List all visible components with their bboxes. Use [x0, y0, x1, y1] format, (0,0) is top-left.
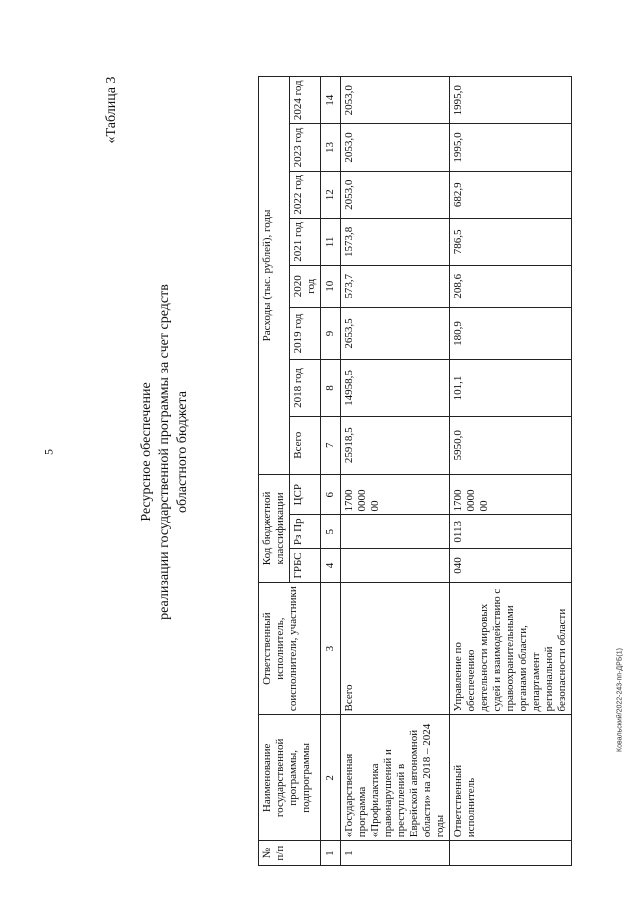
- col-number: 6: [321, 474, 341, 514]
- row-value-2019: 2653,5: [341, 307, 450, 360]
- table-row: [341, 77, 450, 866]
- header-csr: ЦСР: [290, 474, 321, 514]
- col-number: 3: [321, 582, 341, 715]
- header-year-2023: 2023 год: [290, 124, 321, 171]
- table-row: [450, 77, 572, 866]
- document-heading: [138, 72, 192, 832]
- row-rzpr: [341, 515, 450, 549]
- header-program-name: Наименование государственной программы, подпрограммы: [259, 715, 321, 841]
- row-program-name: «Государственная программа «Профилактика правонарушений и преступлений в Еврейской автономной области» на 2018 – 2024 годы: [341, 715, 450, 841]
- row-value-2022: 682,9: [450, 171, 572, 218]
- col-number: 11: [321, 218, 341, 265]
- col-number: 8: [321, 360, 341, 416]
- col-number: 2: [321, 715, 341, 841]
- row-value-2018: 14958,5: [341, 360, 450, 416]
- row-value-2023: 1995,0: [450, 124, 572, 171]
- row-value-2020: 573,7: [341, 266, 450, 308]
- row-value-2019: 180,9: [450, 307, 572, 360]
- row-csr: 1700 0000 00: [450, 474, 572, 514]
- row-grbs: 040: [450, 549, 572, 583]
- header-total: Всего: [290, 416, 321, 474]
- row-total: 5950,0: [450, 416, 572, 474]
- col-number: 13: [321, 124, 341, 171]
- table-caption: «Таблица 3: [104, 76, 119, 144]
- header-year-2024: 2024 год: [290, 77, 321, 124]
- row-number: 1: [341, 841, 450, 866]
- header-year-2021: 2021 год: [290, 218, 321, 265]
- header-grbs: ГРБС: [290, 549, 321, 583]
- page-number: 5: [41, 449, 56, 455]
- heading-line-3: областного бюджета: [175, 391, 190, 513]
- row-value-2024: 2053,0: [341, 77, 450, 124]
- resource-table: [258, 76, 572, 866]
- row-value-2023: 2053,0: [341, 124, 450, 171]
- row-value-2018: 101,1: [450, 360, 572, 416]
- row-csr: 1700 0000 00: [341, 474, 450, 514]
- col-number: 7: [321, 416, 341, 474]
- col-number: 4: [321, 549, 341, 583]
- col-number: 14: [321, 77, 341, 124]
- col-number: 1: [321, 841, 341, 866]
- column-number-row: [321, 77, 341, 866]
- header-year-2020: 2020 год: [290, 266, 321, 308]
- row-program-name: Ответственный исполнитель: [450, 715, 572, 841]
- header-budget-code: Код бюджетной классификации: [259, 474, 290, 582]
- header-row-1: [259, 77, 290, 866]
- header-year-2022: 2022 год: [290, 171, 321, 218]
- row-value-2021: 1573,8: [341, 218, 450, 265]
- row-number: [450, 841, 572, 866]
- row-value-2024: 1995,0: [450, 77, 572, 124]
- heading-line-2: реализации государственной программы за счет средств: [157, 284, 172, 620]
- row-executor: Всего: [341, 582, 450, 715]
- row-value-2020: 208,6: [450, 266, 572, 308]
- row-rzpr: 0113: [450, 515, 572, 549]
- col-number: 12: [321, 171, 341, 218]
- row-value-2021: 786,5: [450, 218, 572, 265]
- header-number: № п/п: [259, 841, 321, 866]
- col-number: 10: [321, 266, 341, 308]
- col-number: 9: [321, 307, 341, 360]
- resource-table-container: [258, 76, 572, 866]
- row-total: 25918,5: [341, 416, 450, 474]
- header-year-2018: 2018 год: [290, 360, 321, 416]
- header-executor: Ответственный исполнитель, соисполнители, участники: [259, 582, 321, 715]
- footer-document-code: Ковальский/2022-243-пп-ДРБ(1): [616, 648, 624, 752]
- col-number: 5: [321, 515, 341, 549]
- header-rzpr: Рз Пр: [290, 515, 321, 549]
- header-year-2019: 2019 год: [290, 307, 321, 360]
- row-grbs: [341, 549, 450, 583]
- row-value-2022: 2053,0: [341, 171, 450, 218]
- heading-line-1: Ресурсное обеспечение: [139, 382, 154, 522]
- header-expenses: Расходы (тыс. рублей), годы: [259, 77, 290, 475]
- row-executor: Управление по обеспечению деятельности мировых судей и взаимодействию с правоохранительными органами области, департамент региональной безопасности области: [450, 582, 572, 715]
